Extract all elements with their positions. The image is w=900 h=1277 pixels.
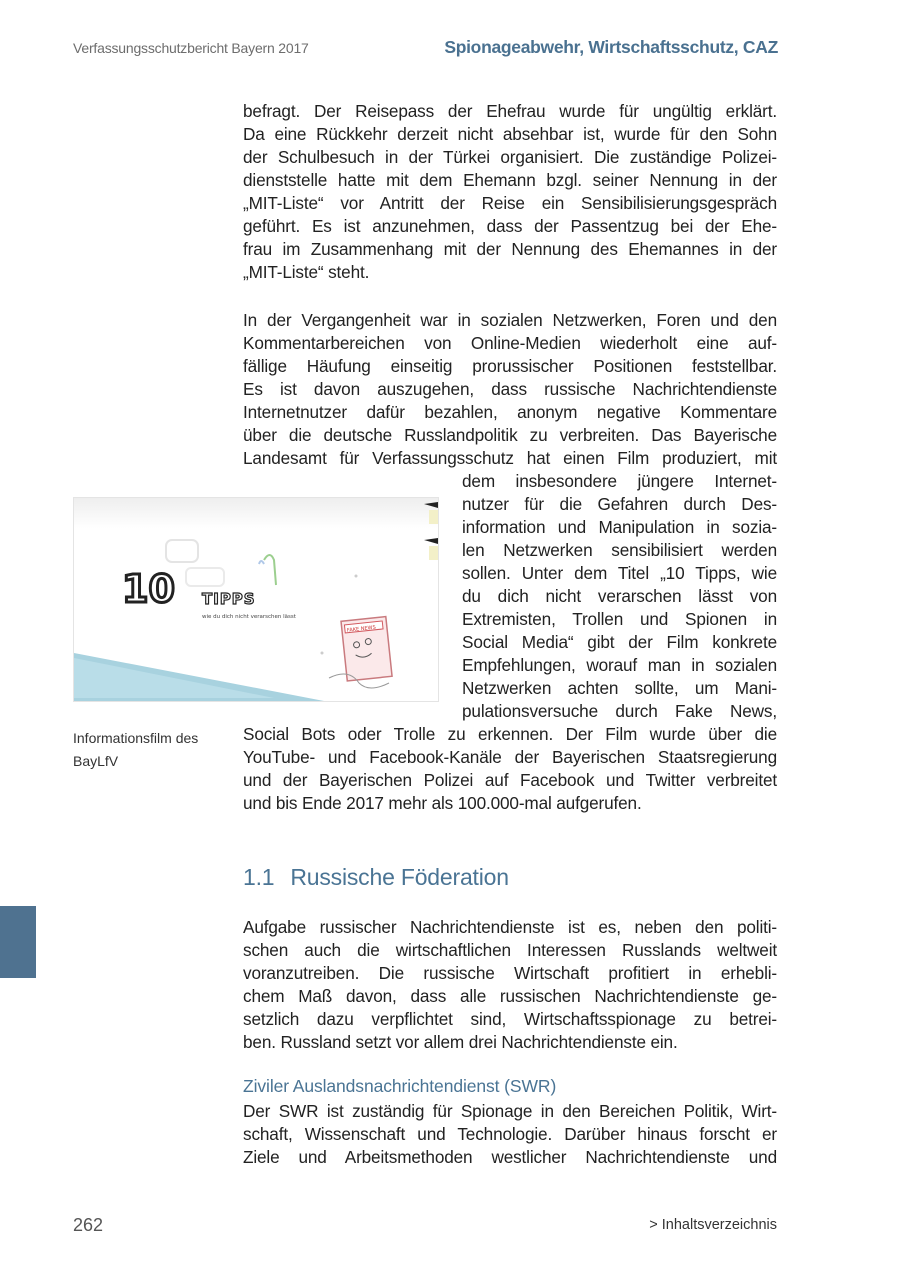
chapter-title: Spionageabwehr, Wirtschaftsschutz, CAZ bbox=[444, 37, 778, 57]
text-line: Der SWR ist zuständig für Spionage in den Bereichen Politik, Wirt- bbox=[243, 1101, 777, 1121]
text-line: information und Manipulation in sozia- bbox=[462, 517, 777, 537]
paragraph-2 bbox=[243, 309, 777, 470]
text-line: frau im Zusammenhang mit der Nennung des Ehemannes in der bbox=[243, 239, 777, 259]
text-line: schaft, Wissenschaft und Technologie. Darüber hinaus forscht er bbox=[243, 1124, 777, 1144]
text-line: Es ist davon auszugehen, dass russische Nachrichtendienste bbox=[243, 379, 777, 399]
text-line: Kommentarbereichen von Online-Medien wiederholt eine auf- bbox=[243, 333, 777, 353]
text-line: Social Media“ gibt der Film konkrete bbox=[462, 632, 777, 652]
text-line: Landesamt für Verfassungsschutz hat einen Film produziert, mit bbox=[243, 448, 777, 468]
text-line: schen auch die wirtschaftlichen Interessen Russlands weltweit bbox=[243, 940, 777, 960]
film-still-image bbox=[73, 497, 439, 702]
text-line: und der Bayerischen Polizei auf Facebook und Twitter verbreitet bbox=[243, 770, 777, 790]
text-line: Da eine Rückkehr derzeit nicht absehbar ist, wurde für den Sohn bbox=[243, 124, 777, 144]
subsection-paragraph bbox=[243, 1100, 777, 1169]
text-line: Extremisten, Trollen und Spionen in bbox=[462, 609, 777, 629]
text-line: nutzer für die Gefahren durch Des- bbox=[462, 494, 777, 514]
text-line: Empfehlungen, worauf man in sozialen bbox=[462, 655, 777, 675]
figure-subtitle: wie du dich nicht verarschen lässt bbox=[202, 614, 296, 620]
text-line: Netzwerken achten sollte, um Mani- bbox=[462, 678, 777, 698]
text-line: Ziele und Arbeitsmethoden westlicher Nachrichtendienste und bbox=[243, 1147, 777, 1167]
text-line: dienststelle hatte mit dem Ehemann bzgl. seiner Nennung in der bbox=[243, 170, 777, 190]
section-heading bbox=[243, 864, 509, 891]
fake-news-sign-text: FAKE NEWS bbox=[346, 624, 377, 634]
text-line: „MIT-Liste“ vor Antritt der Reise ein Sensibilisierungsgespräch bbox=[243, 193, 777, 213]
figure-caption bbox=[73, 727, 233, 773]
paragraph-2-wrapped bbox=[462, 470, 777, 723]
text-line: geführt. Es ist anzunehmen, dass der Passentzug bei der Ehe- bbox=[243, 216, 777, 236]
text-line: setzlich dazu verpflichtet sind, Wirtschaftsspionage zu betrei- bbox=[243, 1009, 777, 1029]
film-still-illustration bbox=[74, 498, 438, 701]
text-line: Social Bots oder Trolle zu erkennen. Der Film wurde über die bbox=[243, 724, 777, 744]
chapter-side-tab bbox=[0, 906, 36, 978]
text-line: fällige Häufung einseitig prorussischer Positionen feststellbar. bbox=[243, 356, 777, 376]
text-line: „MIT-Liste“ steht. bbox=[243, 262, 370, 282]
text-line: chem Maß davon, dass alle russischen Nachrichtendienste ge- bbox=[243, 986, 777, 1006]
section-paragraph bbox=[243, 916, 777, 1054]
text-line: befragt. Der Reisepass der Ehefrau wurde für ungültig erklärt. bbox=[243, 101, 777, 121]
page-number: 262 bbox=[73, 1215, 104, 1235]
paragraph-1 bbox=[243, 100, 777, 284]
section-title: Russische Föderation bbox=[290, 864, 509, 890]
text-line: sollen. Unter dem Titel „10 Tipps, wie bbox=[462, 563, 777, 583]
toc-link[interactable]: > Inhaltsverzeichnis bbox=[649, 1217, 777, 1233]
text-line: Aufgabe russischer Nachrichtendienste ist es, neben den politi- bbox=[243, 917, 777, 937]
text-line: über die deutsche Russlandpolitik zu verbreiten. Das Bayerische bbox=[243, 425, 777, 445]
subsection-heading: Ziviler Auslandsnachrichtendienst (SWR) bbox=[243, 1076, 557, 1096]
section-number: 1.1 bbox=[243, 864, 275, 890]
figure-big-number: 10 bbox=[122, 567, 175, 611]
text-line: du dich nicht verarschen lässt von bbox=[462, 586, 777, 606]
text-line: der Schulbesuch in der Türkei organisiert. Die zuständige Polizei- bbox=[243, 147, 777, 167]
text-line: len Netzwerken sensibilisiert werden bbox=[462, 540, 777, 560]
text-line: voranzutreiben. Die russische Wirtschaft profitiert in erhebli- bbox=[243, 963, 777, 983]
caption-line: BayLfV bbox=[73, 753, 119, 769]
running-header-title: Verfassungsschutzbericht Bayern 2017 bbox=[73, 40, 309, 56]
caption-line: Informationsfilm des bbox=[73, 730, 199, 746]
text-line: pulationsversuche durch Fake News, bbox=[462, 701, 777, 721]
text-line: und bis Ende 2017 mehr als 100.000-mal aufgerufen. bbox=[243, 793, 642, 813]
text-line: Internetnutzer dafür bezahlen, anonym negative Kommentare bbox=[243, 402, 777, 422]
text-line: ben. Russland setzt vor allem drei Nachrichtendienste ein. bbox=[243, 1032, 678, 1052]
text-line: YouTube- und Facebook-Kanäle der Bayerischen Staatsregierung bbox=[243, 747, 777, 767]
text-line: In der Vergangenheit war in sozialen Netzwerken, Foren und den bbox=[243, 310, 777, 330]
text-line: dem insbesondere jüngere Internet- bbox=[462, 471, 777, 491]
paragraph-2-continued bbox=[243, 723, 777, 815]
figure-title: TIPPS bbox=[202, 590, 256, 608]
